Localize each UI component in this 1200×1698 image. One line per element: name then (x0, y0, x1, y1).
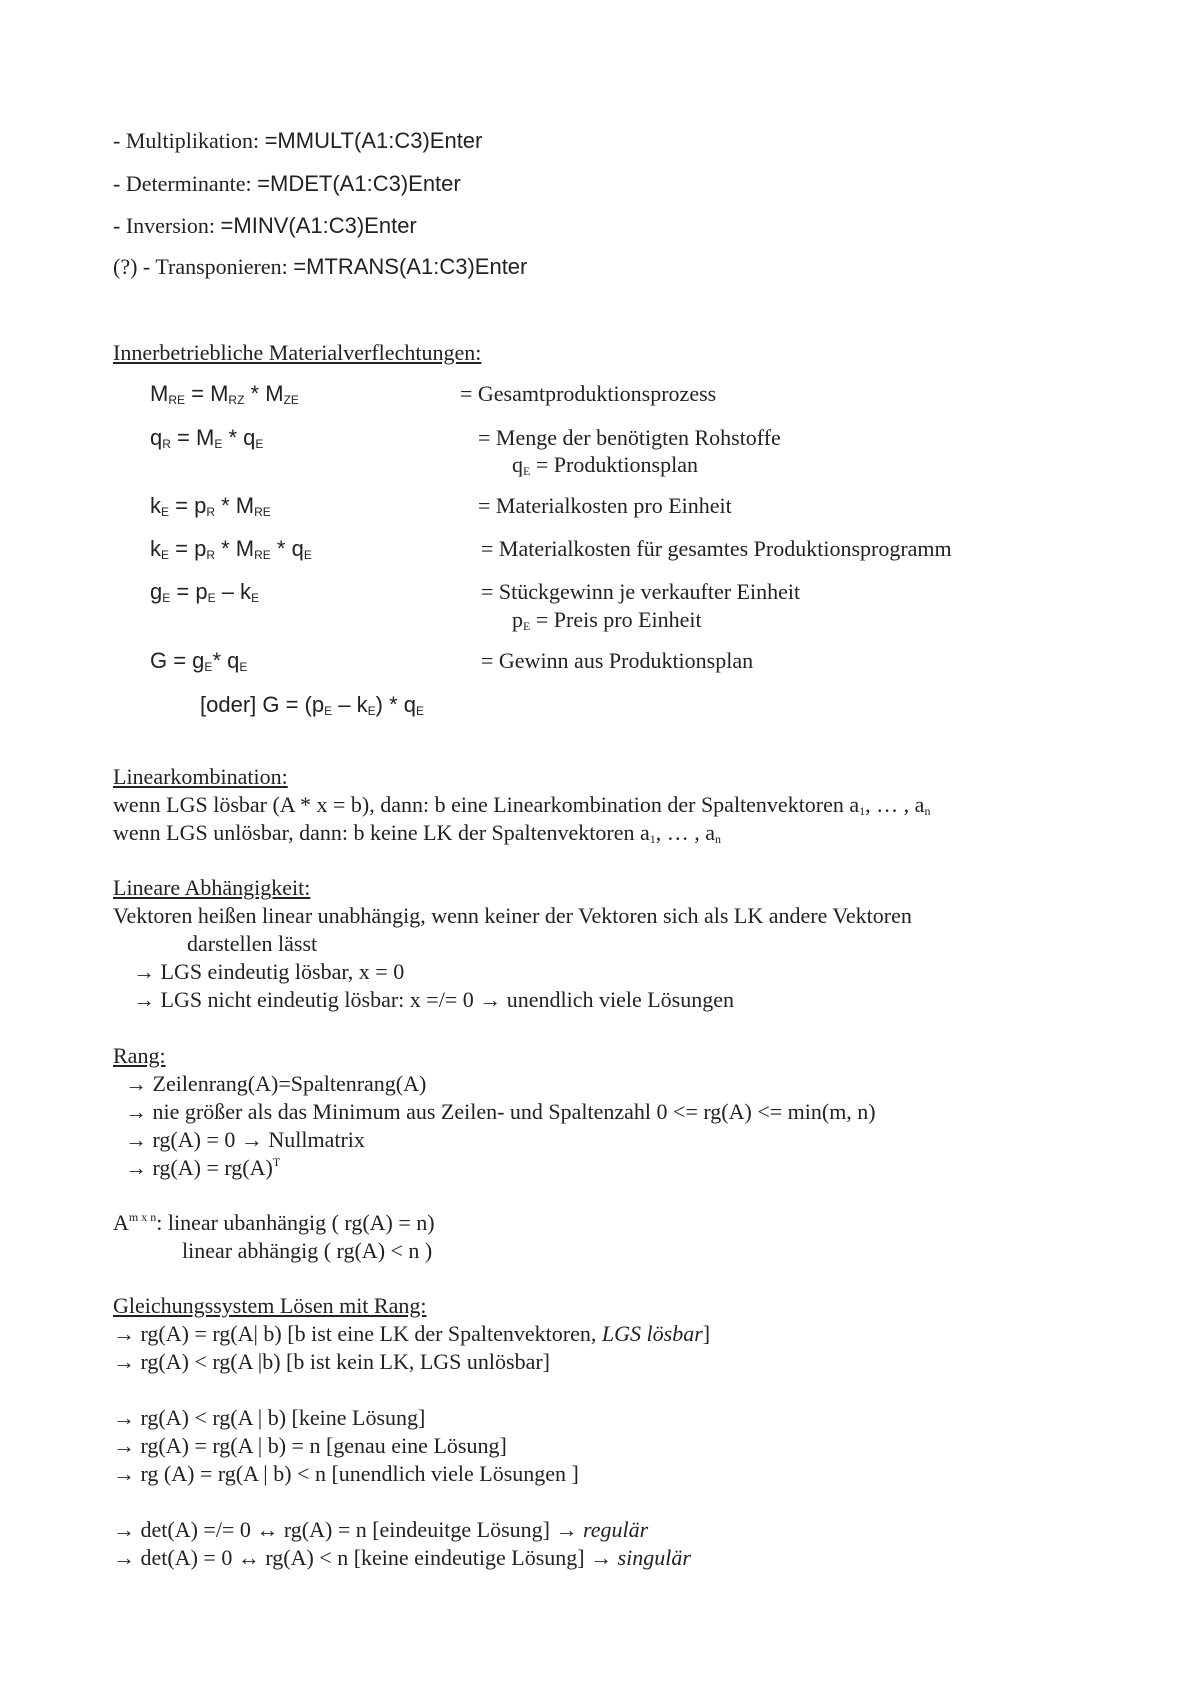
formula-oder: [oder] $G = (p_E - k_E) * q_E$ (200, 692, 424, 718)
linear-line-2: wenn LGS unlösbar, dann: b keine LK der Spaltenvektoren $a_1$, … , $a_n$ (113, 820, 722, 846)
abh-heading: Lineare Abhängigkeit: (113, 875, 311, 900)
rang-heading: Rang: (113, 1043, 166, 1068)
rang-line-1: → Zeilenrang(A)=Spaltenrang(A) (125, 1071, 427, 1096)
linear-line-1: wenn LGS lösbar (A * x = b), dann: b eine Linearkombination der Spaltenvektoren $a_1$, … , $a_n$ (113, 792, 931, 818)
abh-line-4: → LGS nicht eindeutig lösbar: x =/= 0 → unendlich viele Lösungen (133, 987, 734, 1012)
desc-rohstoffe: = Menge der benötigten Rohstoffe (478, 425, 781, 450)
rang-line-4: → $rg(A) = rg(A)^T$ (125, 1155, 281, 1180)
excel-line-transpose: (?) - Transponieren: =MTRANS(A1:C3)Enter (113, 254, 528, 279)
gls-line-7: → det(A) = 0 ↔ rg(A) < n [keine eindeutige Lösung] → singulär (113, 1545, 691, 1570)
gls-line-2: → rg(A) < rg(A |b) [b ist kein LK, LGS unlösbar] (113, 1349, 551, 1374)
excel-line-inversion: - Inversion: =MINV(A1:C3)Enter (113, 213, 417, 238)
excel-line-multiplication: - Multiplikation: =MMULT(A1:C3)Enter (113, 128, 483, 153)
formula-ke-gesamt: $k_E = p_R * M_{RE} * q_E$ (150, 536, 312, 562)
abh-line-3: → LGS eindeutig lösbar, x = 0 (133, 959, 405, 984)
formula-g: $G = g_E*$ $q_E$ (150, 648, 248, 674)
formula-ke: $k_E = p_R * M_{RE}$ (150, 493, 271, 519)
rang-abh-line: linear abhängig ( rg(A) < n ) (182, 1238, 433, 1263)
abh-line-2: darstellen lässt (187, 931, 318, 956)
note-produktionsplan: $q_E$ = Produktionsplan (512, 452, 698, 478)
rang-line-2: → nie größer als das Minimum aus Zeilen- und Spaltenzahl 0 <= rg(A) <= min(m, n) (125, 1099, 876, 1124)
desc-materialkosten-gesamt: = Materialkosten für gesamtes Produktionsprogramm (481, 536, 952, 561)
note-preis: $p_E$ = Preis pro Einheit (512, 607, 702, 633)
formula-ge: $g_E = p_E - k_E$ (150, 579, 260, 605)
gls-heading: Gleichungssystem Lösen mit Rang: (113, 1293, 427, 1318)
abh-line-1: Vektoren heißen linear unabhängig, wenn keiner der Vektoren sich als LK andere Vektoren (113, 903, 912, 928)
rang-amxn-line: $A^{m x n}$: linear ubanhängig ( rg(A) = n) (113, 1210, 435, 1235)
gls-line-5: → rg (A) = rg(A | b) < n [unendlich viele Lösungen ] (113, 1461, 579, 1486)
desc-stueckgewinn: = Stückgewinn je verkaufter Einheit (481, 579, 801, 604)
formula-qr: $q_R = M_E * q_E$ (150, 425, 264, 451)
desc-materialkosten-einheit: = Materialkosten pro Einheit (478, 493, 732, 518)
gls-line-1: → rg(A) = rg(A| b) [b ist eine LK der Spaltenvektoren, LGS lösbar] (113, 1321, 711, 1346)
desc-gewinn: = Gewinn aus Produktionsplan (481, 648, 754, 673)
material-heading: Innerbetriebliche Materialverflechtungen: (113, 340, 482, 365)
linear-heading: Linearkombination: (113, 764, 288, 789)
gls-line-4: → rg(A) = rg(A | b) = n [genau eine Lösung] (113, 1433, 507, 1458)
gls-line-3: → rg(A) < rg(A | b) [keine Lösung] (113, 1405, 426, 1430)
gls-line-6: → det(A) =/= 0 ↔ rg(A) = n [eindeuitge Lösung] → regulär (113, 1517, 649, 1542)
rang-line-3: → rg(A) = 0 → Nullmatrix (125, 1127, 365, 1152)
excel-line-determinant: - Determinante: =MDET(A1:C3)Enter (113, 171, 461, 196)
formula-mre: $M_{RE} = M_{RZ} * M_{ZE}$ (150, 381, 299, 407)
desc-gesamtproduktion: = Gesamtproduktionsprozess (460, 381, 717, 406)
